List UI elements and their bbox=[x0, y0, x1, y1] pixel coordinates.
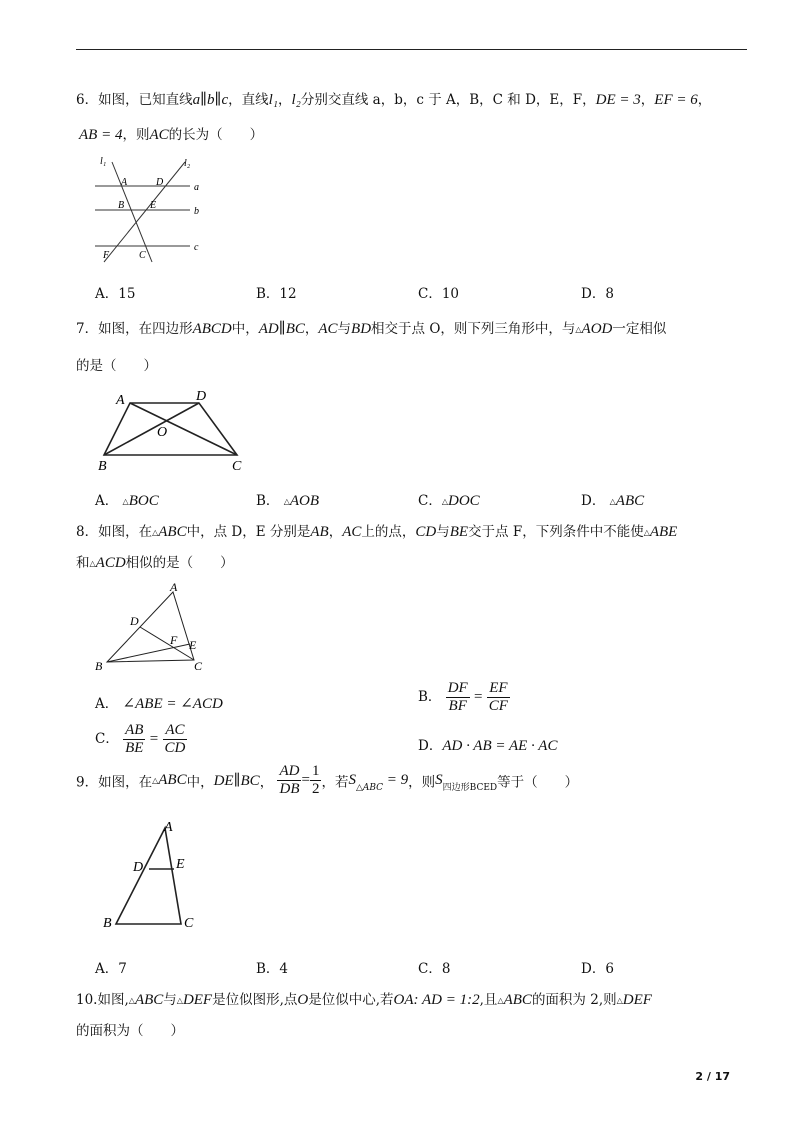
label-D: D bbox=[130, 614, 139, 628]
q9-figure bbox=[100, 818, 200, 930]
q8-option-c[interactable]: C． $\frac{AB}{BE}$ = $\frac{AC}{CD}$ bbox=[95, 722, 186, 756]
label-B: B bbox=[118, 200, 125, 211]
label-C: C bbox=[139, 250, 146, 261]
q6-option-b[interactable]: B．12 bbox=[256, 286, 297, 302]
label-F: F bbox=[103, 250, 110, 261]
label-E: E bbox=[176, 857, 185, 872]
label-B: B bbox=[98, 459, 107, 474]
q6-option-a[interactable]: A．15 bbox=[95, 286, 136, 302]
header-rule bbox=[76, 49, 747, 50]
line-l1 bbox=[112, 162, 152, 262]
label-E: E bbox=[189, 638, 197, 652]
q7-option-a[interactable]: A． △BOC bbox=[95, 493, 159, 509]
label-B: B bbox=[103, 916, 112, 930]
q7-option-d[interactable]: D． △ABC bbox=[581, 493, 645, 509]
q8-stem-line1: 8．如图，在△ABC中，点 D，E 分别是AB，AC上的点，CD与BE交于点 F，下列条件中不能使△ABE bbox=[76, 524, 678, 540]
label-C: C bbox=[232, 459, 242, 474]
label-l2: l₂ bbox=[184, 158, 191, 169]
q7-figure bbox=[92, 384, 252, 476]
q6-stem-line1: 6．如图，已知直线a∥b∥c，直线l₁，l₂分别交直线 a，b，c 于 A，B，C 和 D，E，F，DE = 3，EF = 6， bbox=[76, 92, 712, 108]
q6-option-d[interactable]: D．8 bbox=[581, 286, 614, 302]
label-D: D bbox=[133, 860, 144, 875]
label-A: A bbox=[121, 177, 128, 188]
q9-option-d[interactable]: D．6 bbox=[581, 961, 614, 977]
label-C: C bbox=[184, 916, 194, 930]
segment-be bbox=[107, 644, 190, 662]
label-D: D bbox=[196, 389, 207, 404]
label-l1: l₁ bbox=[100, 156, 107, 167]
q7-stem-line2: 的是（ ） bbox=[76, 358, 157, 374]
label-A: A bbox=[170, 580, 178, 594]
label-E: E bbox=[150, 200, 157, 211]
q8-stem-line2: 和△ACD相似的是（ ） bbox=[76, 555, 234, 571]
q8-figure bbox=[92, 580, 212, 676]
q7-option-b[interactable]: B． △AOB bbox=[256, 493, 320, 509]
label-b: b bbox=[194, 206, 199, 217]
q10-stem-line2: 的面积为（ ） bbox=[76, 1023, 184, 1039]
q8-option-d[interactable]: D．AD · AB = AE · AC bbox=[418, 738, 558, 754]
label-A: A bbox=[116, 393, 125, 408]
q9-option-c[interactable]: C．8 bbox=[418, 961, 451, 977]
triangle-abc bbox=[116, 828, 181, 924]
label-B: B bbox=[95, 659, 103, 673]
q10-stem-line1: 10.如图,△ABC与△DEF是位似图形,点O是位似中心,若OA: AD = 1:2,且△ABC的面积为 2,则△DEF bbox=[76, 992, 652, 1008]
q6-option-c[interactable]: C．10 bbox=[418, 286, 460, 302]
line-l2 bbox=[104, 162, 185, 262]
label-A: A bbox=[164, 820, 173, 835]
q7-stem-line1: 7．如图，在四边形ABCD中，AD∥BC，AC与BD相交于点 O，则下列三角形中，与△AOD一定相似 bbox=[76, 321, 667, 337]
q8-option-a[interactable]: A． ∠ABE = ∠ACD bbox=[95, 696, 223, 712]
q6-stem-line2: AB = 4，则AC的长为（ ） bbox=[79, 127, 264, 143]
q8-option-b[interactable]: B． $\frac{DF}{BF}$ = $\frac{EF}{CF}$ bbox=[418, 680, 508, 714]
q6-figure bbox=[90, 152, 210, 264]
label-C: C bbox=[194, 659, 203, 673]
label-O: O bbox=[157, 425, 168, 440]
label-D: D bbox=[156, 177, 164, 188]
segment-cd bbox=[140, 627, 194, 660]
label-a: a bbox=[194, 182, 199, 193]
q9-option-a[interactable]: A．7 bbox=[95, 961, 127, 977]
q7-option-c[interactable]: C．△DOC bbox=[418, 493, 480, 509]
q9-stem: 9．如图，在△ABC中，DE∥BC， $\frac{AD}{DB}$ = $\frac{1}{2}$ ，若$S_{\triangle ABC} = 9$，则$S_{四边形BCED}$等于（ ） bbox=[76, 763, 579, 797]
label-F: F bbox=[170, 633, 178, 647]
q9-option-b[interactable]: B．4 bbox=[256, 961, 289, 977]
page-number: 2 / 17 bbox=[695, 1070, 730, 1083]
quadrilateral-abcd bbox=[104, 403, 237, 455]
label-c: c bbox=[194, 242, 199, 253]
